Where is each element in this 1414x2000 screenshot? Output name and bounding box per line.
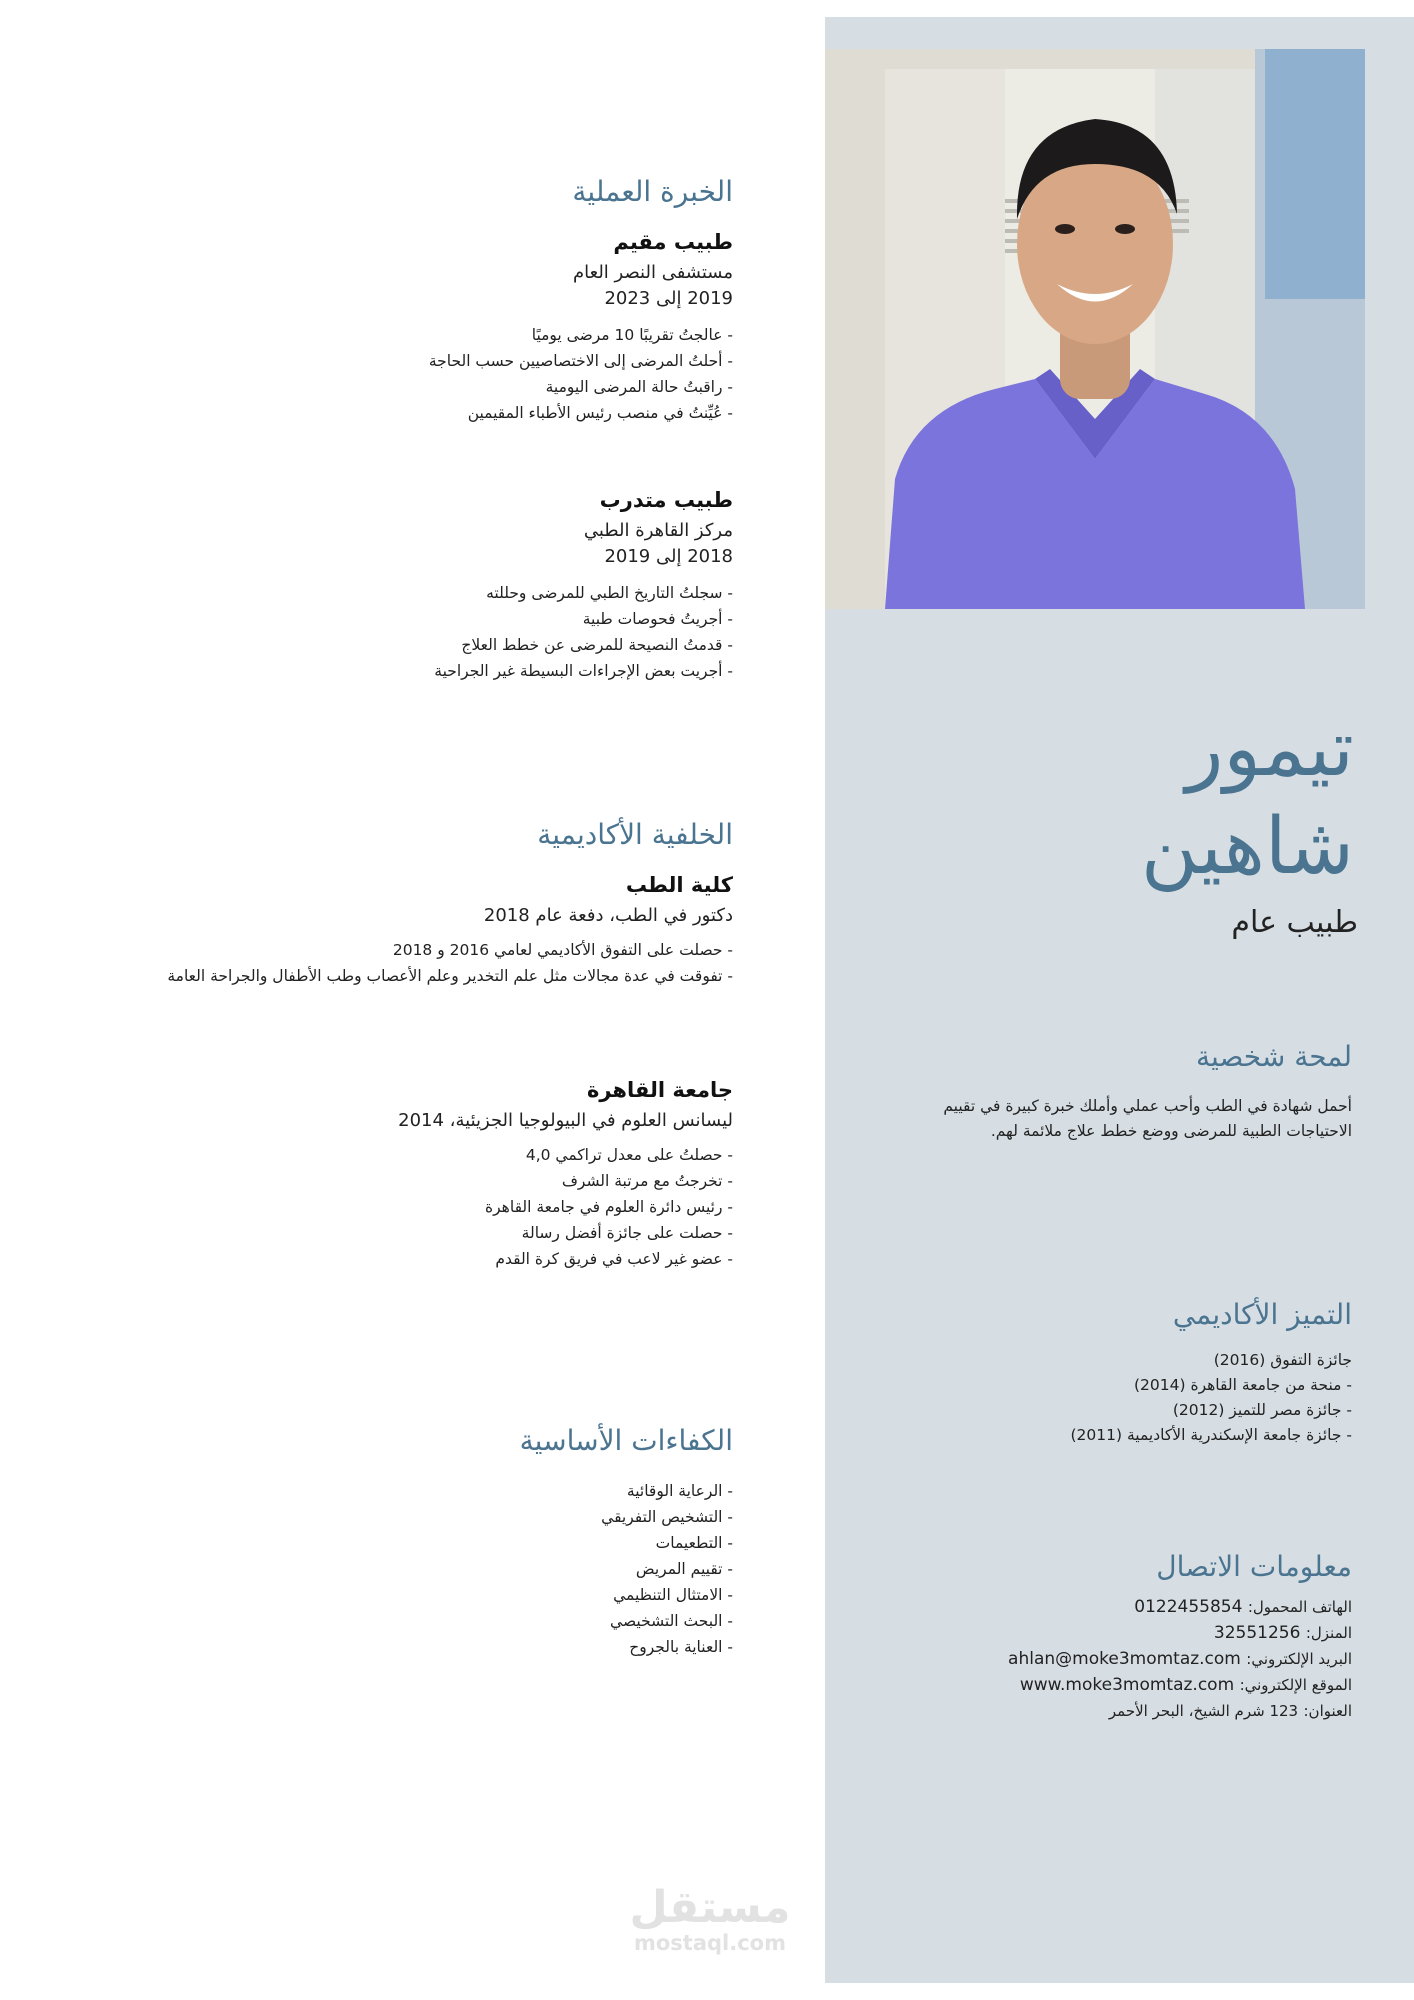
school-bullet: - رئيس دائرة العلوم في جامعة القاهرة [485,1198,733,1216]
school-entry [167,873,733,989]
job-entry [434,488,733,684]
profile-photo [825,49,1365,609]
last-name: شاهين [1140,802,1354,892]
contact-website[interactable]: الموقع الإلكتروني: www.moke3momtaz.com [1019,1675,1352,1695]
skill-item: - العناية بالجروح [629,1638,733,1656]
skill-item: - التطعيمات [655,1534,733,1552]
school-bullet: - حصلت على التفوق الأكاديمي لعامي 2016 و 2018 [392,941,733,959]
honors-heading: التميز الأكاديمي [1172,1298,1352,1331]
honor-item: - منحة من جامعة القاهرة (2014) [1133,1376,1352,1394]
job-org: مستشفى النصر العام [573,262,733,283]
job-bullet: - قدمتُ النصيحة للمرضى عن خطط العلاج [461,636,733,654]
contact-home: المنزل: 32551256 [1213,1623,1352,1643]
job-org: مركز القاهرة الطبي [583,520,733,541]
person-name [1141,700,1354,896]
school-bullet: - تفوقت في عدة مجالات مثل علم التخدير وعلم الأعصاب وطب الأطفال والجراحة العامة [167,967,733,985]
skill-item: - التشخيص التفريقي [601,1508,733,1526]
school-bullet: - حصلتُ على معدل تراكمي 4,0 [525,1146,733,1164]
skill-item: - تقييم المريض [635,1560,733,1578]
school-bullet: - حصلت على جائزة أفضل رسالة [521,1224,733,1242]
job-title: طبيب مقيم [613,230,733,254]
school-entry [398,1078,733,1272]
contact-list [1008,1594,1352,1724]
job-bullet: - أجريتُ فحوصات طبية [582,610,733,628]
skill-item: - الامتثال التنظيمي [613,1586,733,1604]
honor-item: جائزة التفوق (2016) [1213,1351,1352,1369]
contact-email[interactable]: البريد الإلكتروني: ahlan@moke3momtaz.com [1008,1649,1352,1669]
school-degree: ليسانس العلوم في البيولوجيا الجزيئية، 2014 [398,1110,733,1131]
profile-line: الاحتياجات الطبية للمرضى ووضع خطط علاج ملائمة لهم. [990,1122,1352,1140]
profile-line: أحمل شهادة في الطب وأحب عملي وأملك خبرة كبيرة في تقييم [943,1097,1352,1115]
job-bullet: - أجريت بعض الإجراءات البسيطة غير الجراحية [434,662,733,680]
watermark-logo: مستقل [629,1882,791,1933]
education-heading: الخلفية الأكاديمية [537,818,733,851]
profile-text [943,1094,1352,1144]
honor-item: - جائزة جامعة الإسكندرية الأكاديمية (2011) [1070,1426,1352,1444]
skill-item: - الرعاية الوقائية [626,1482,733,1500]
profile-heading: لمحة شخصية [1196,1040,1352,1073]
job-bullet: - راقبتُ حالة المرضى اليومية [545,378,733,396]
job-entry [429,230,733,426]
school-name: جامعة القاهرة [586,1078,733,1102]
job-bullet: - عالجتُ تقريبًا 10 مرضى يوميًا [531,326,733,344]
job-bullet: - أحلتُ المرضى إلى الاختصاصيين حسب الحاجة [428,352,733,370]
job-role: طبيب عام [1231,905,1358,940]
skills-list [601,1478,733,1660]
experience-heading: الخبرة العملية [572,175,733,208]
job-period: 2019 إلى 2023 [604,288,733,309]
watermark-site: mostaql.com [634,1931,786,1955]
skills-heading: الكفاءات الأساسية [519,1424,733,1457]
contact-heading: معلومات الاتصال [1156,1550,1352,1583]
first-name: تيمور [1185,704,1354,794]
school-bullet: - عضو غير لاعب في فريق كرة القدم [495,1250,733,1268]
honor-item: - جائزة مصر للتميز (2012) [1172,1401,1352,1419]
job-bullet: - سجلتُ التاريخ الطبي للمرضى وحللته [486,584,733,602]
school-name: كلية الطب [625,873,733,897]
contact-mobile: الهاتف المحمول: 0122455854 [1134,1597,1352,1617]
honors-list [1070,1348,1352,1448]
skill-item: - البحث التشخيصي [610,1612,733,1630]
contact-address: العنوان: 123 شرم الشيخ، البحر الأحمر [1108,1702,1352,1720]
job-title: طبيب متدرب [599,488,733,512]
watermark [620,1882,800,1955]
job-bullet: - عُيِّنتُ في منصب رئيس الأطباء المقيمين [467,404,733,422]
job-period: 2018 إلى 2019 [604,546,733,567]
school-degree: دكتور في الطب، دفعة عام 2018 [483,905,733,926]
school-bullet: - تخرجتُ مع مرتبة الشرف [561,1172,733,1190]
